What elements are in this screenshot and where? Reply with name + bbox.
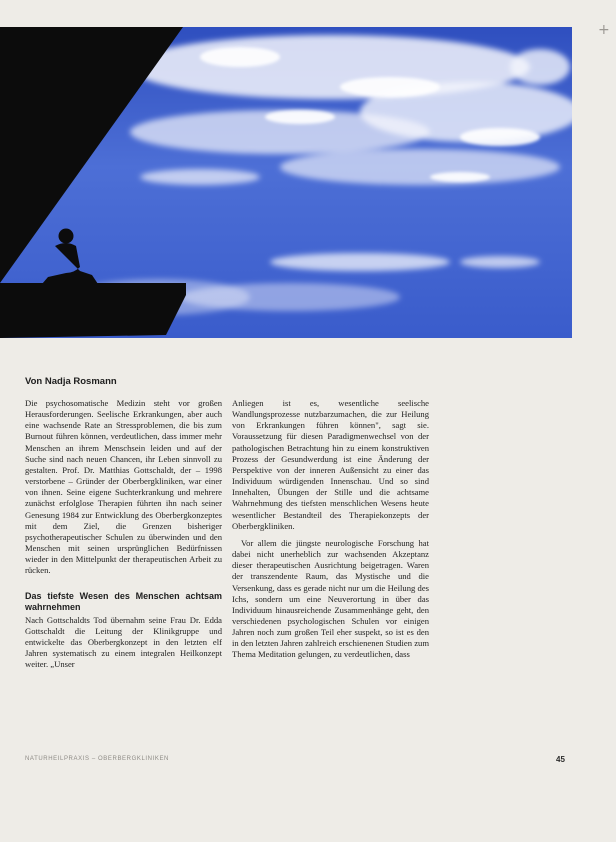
section-subheading: Das tiefste Wesen des Menschen achtsam wahrnehmen [25, 590, 222, 612]
text-column-left [25, 398, 222, 676]
text-column-right [232, 398, 429, 667]
footer-publication: NATURHEILPRAXIS – OBERBERGKLINIKEN [25, 756, 169, 762]
page-number: 45 [556, 755, 565, 764]
body-paragraph: Anliegen ist es, wesentliche seelische Wandlungsprozesse nutzbarzumachen, die zur Heilung von Erkrankungen führen können", sagt sie. Voraussetzung für diesen Paradigmenwechsel von der pathologischen Betrachtung hin zu einem konstruktiven Prozess der Gesundwerdung ist eine Änderung der Perspektive von der inneren Außensicht zu einer das Individuum würdigenden Innenschau. Und so sind Innehalten, Übungen der Stille und die achtsame Wahrnehmung des tiefsten menschlichen Wesens heute wesentlicher Bestandteil des Therapiekonzepts der Oberbergkliniken. [232, 398, 429, 531]
corner-mark: + [598, 22, 610, 38]
sky-photo [0, 27, 572, 338]
header-photo [0, 27, 572, 338]
body-paragraph: Vor allem die jüngste neurologische Forschung hat dabei nicht unerheblich zur wachsenden Akzeptanz dieser therapeutischen Ausrichtung beigetragen. Waren der transzendente Raum, das Mystische und die Versenkung, dass es gerade nicht nur um die Heilung des Ichs, sondern um eine Neuverortung in über das Individuum hinausreichende Zusammenhänge geht, den verschiedenen psychologischen Schulen vor einigen Jahren noch zum großen Teil eher suspekt, so ist es den in den letzten Jahren zahlreich erschienenen Studien zum Thema Meditation gelungen, zu verdeutlichen, dass [232, 537, 429, 660]
body-paragraph: Nach Gottschaldts Tod übernahm seine Frau Dr. Edda Gottschaldt die Leitung der Klinikgruppe und entwickelte das Oberbergkonzept in den letzten elf Jahren systematisch zu einem integralen Heilkonzept weiter. „Unser [25, 614, 222, 670]
body-paragraph: Die psychosomatische Medizin steht vor großen Herausforderungen. Seelische Erkrankungen, aber auch eine wachsende Rate an Stressproblemen, die bis zum Burnout führen können, verdeutlichen, dass immer mehr Menschen an ihrem Menschsein leiden und auf der Suche sind nach neuen Chancen, ihr Leben sinnvoll zu gestalten. Prof. Dr. Matthias Gottschaldt, der – 1998 verstorbene – Gründer der Oberbergkliniken, war einer von ihnen. Seine eigene Suchterkrankung und mehrere zunächst erfolglose Therapien führten ihn nach seiner Genesung 1984 zur Entwicklung des Oberbergkonzeptes mit dem Ziel, die Grenzen bisheriger psychotherapeutischer Schulen zu überwinden und den Menschen mit seinen ursprünglichen Bedürfnissen wieder in den Mittelpunkt der therapeutischen Arbeit zu rücken. [25, 398, 222, 576]
cliff-ledge [0, 283, 186, 338]
byline: Von Nadja Rosmann [25, 376, 117, 387]
